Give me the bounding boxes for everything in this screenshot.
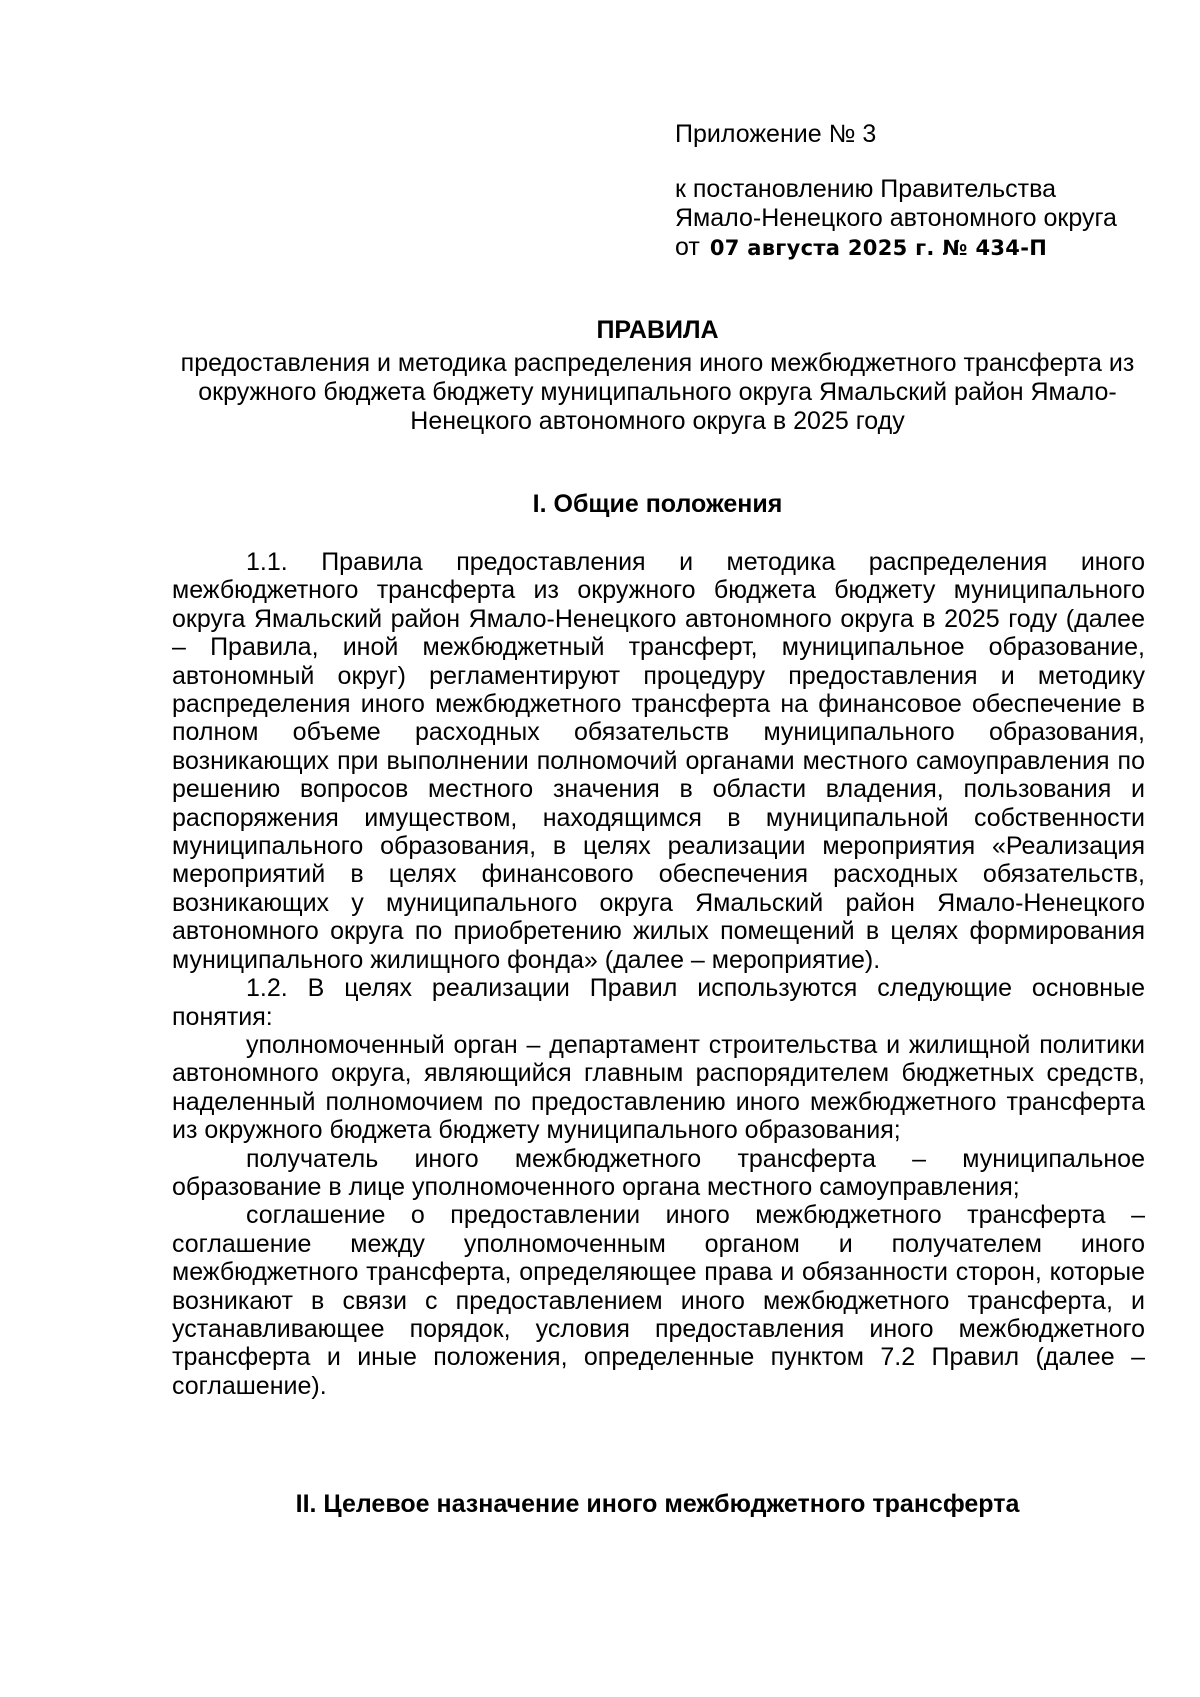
section-2-heading: II. Целевое назначение иного межбюджетного трансферта [295,1490,1020,1518]
document-title-block [170,316,1145,436]
section-1-heading: I. Общие положения [532,490,783,518]
section-1-body [172,548,1145,1400]
appendix-date-line [675,233,1117,263]
document-subtitle: предоставления и методика распределения иного межбюджетного трансферта из окружного бюджета бюджету муниципального округа Ямальский район Ямало-Ненецкого автономного округа в 2025 году [180,349,1135,435]
resolution-date-number: 07 августа 2025 г. № 434-П [709,236,1048,260]
appendix-number: Приложение № 3 [675,120,877,148]
document-title: ПРАВИЛА [596,316,719,344]
appendix-line-1: к постановлению Правительства [675,175,1057,203]
appendix-from-label: от [675,233,700,261]
paragraph-1-1: 1.1. Правила предоставления и методика распределения иного межбюджетного трансферта из окружного бюджета бюджету муниципального округа Ямальский район Ямало-Ненецкого автономного округа в 2025 году (далее – Правила, иной межбюджетный трансферт, муниципальное образование, автономный округ) регламентируют процедуру предоставления и методику распределения иного межбюджетного трансферта на финансовое обеспечение в полном объеме расходных обязательств муниципального образования, возникающих при выполнении полномочий органами местного самоуправления по решению вопросов местного значения в области владения, пользования и распоряжения имуществом, находящимся в муниципальной собственности муниципального образования, в целях реализации мероприятия «Реализация мероприятий в целях финансового обеспечения расходных обязательств, возникающих у муниципального округа Ямальский район Ямало-Ненецкого автономного округа по приобретению жилых помещений в целях формирования муниципального жилищного фонда» (далее – мероприятие). [172,548,1145,974]
paragraph-1-2: 1.2. В целях реализации Правил используются следующие основные понятия: [172,974,1145,1031]
appendix-header [675,120,1117,263]
appendix-line-2: Ямало-Ненецкого автономного округа [675,204,1117,232]
definition-authorized-body: уполномоченный орган – департамент строительства и жилищной политики автономного округа, являющийся главным распорядителем бюджетных средств, наделенный полномочием по предоставлению иного межбюджетного трансферта из окружного бюджета бюджету муниципального образования; [172,1030,1145,1145]
definition-recipient: получатель иного межбюджетного трансферта – муниципальное образование в лице уполномоченного органа местного самоуправления; [172,1144,1145,1201]
definition-agreement: соглашение о предоставлении иного межбюджетного трансферта – соглашение между уполномоченным органом и получателем иного межбюджетного трансферта, определяющее права и обязанности сторон, которые возникают в связи с предоставлением иного межбюджетного трансферта, и устанавливающее порядок, условия предоставления иного межбюджетного трансферта и иные положения, определенные пунктом 7.2 Правил (далее – соглашение). [172,1201,1145,1400]
